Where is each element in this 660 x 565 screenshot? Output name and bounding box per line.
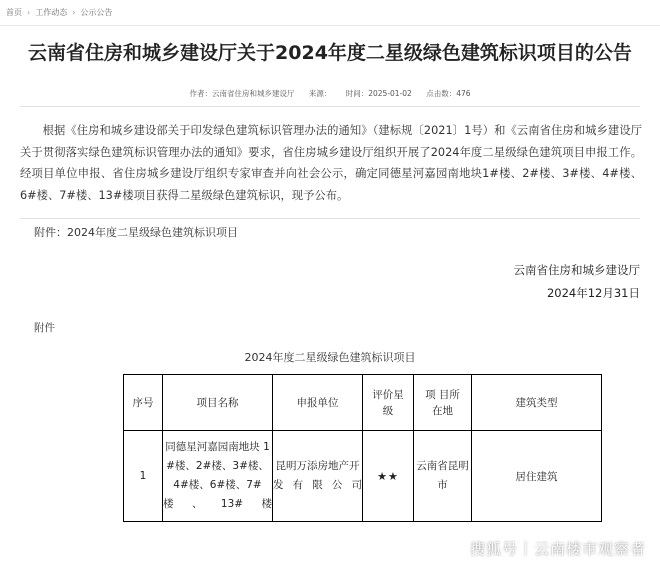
breadcrumb-home-link[interactable]: 首页: [6, 8, 22, 17]
cell-applicant: 昆明万添房地产开发有限公司: [273, 431, 363, 522]
header-star-rating: 评价星级: [363, 375, 414, 431]
annex-label: 附件: [34, 322, 55, 334]
meta-source: 来源：: [308, 89, 332, 98]
annex-table-title: 2024年度二星级绿色建筑标识项目: [244, 351, 416, 364]
article-body: 根据《住房和城乡建设部关于印发绿色建筑标识管理办法的通知》（建标规〔2021〕1号）和《云南省住房和城乡建设厅关于贯彻落实绿色建筑标识管理办法的通知》要求，省住房城乡建设厅组织开展了2024年度二星级绿色建筑项目申报工作。经项目单位申报、省住房城乡建设厅组织专家审查并向社会公示，确定同德星河嘉园南地块1#楼、2#楼、3#楼、4#楼、6#楼、7#楼、13#楼项目获得二星级绿色建筑标识，现予公布。: [20, 124, 642, 202]
meta-author: 作者：云南省住房和城乡建设厅: [189, 89, 295, 98]
meta-clicks: 点击数：476: [426, 89, 471, 98]
header-serial: 序号: [124, 375, 163, 431]
cell-serial: 1: [124, 431, 163, 522]
attachment-divider: [20, 218, 640, 219]
header-building-type: 建筑类型: [472, 375, 602, 431]
breadcrumb: [0, 0, 660, 26]
cell-star-rating: ★★: [363, 431, 414, 522]
cell-building-type: 居住建筑: [472, 431, 602, 522]
table-row: [124, 431, 602, 522]
watermark-text: 搜狐号｜云南楼市观察者: [469, 540, 646, 558]
projects-table: [123, 374, 602, 522]
breadcrumb-work-news-link[interactable]: 工作动态: [35, 8, 68, 17]
breadcrumb-separator: ›: [27, 8, 31, 17]
page-title: 云南省住房和城乡建设厅关于2024年度二星级绿色建筑标识项目的公告: [28, 42, 632, 64]
breadcrumb-announcements-link[interactable]: 公示公告: [80, 8, 113, 17]
breadcrumb-separator: ›: [72, 8, 76, 17]
cell-location: 云南省昆明市: [414, 431, 472, 522]
table-header-row: [124, 375, 602, 431]
signature-date: 2024年12月31日: [546, 286, 640, 300]
meta-time: 时间：2025-01-02: [345, 89, 412, 98]
header-applicant: 申报单位: [273, 375, 363, 431]
attachment-label: 附件：: [34, 226, 67, 239]
attachment-row: [34, 224, 238, 240]
article-meta: [0, 88, 660, 99]
header-project-name: 项目名称: [163, 375, 273, 431]
cell-project-name: 同德星河嘉园南地块 1#楼、2#楼、3#楼、4#楼、6#楼、7#楼、13#楼: [163, 431, 273, 522]
attachment-link[interactable]: 2024年度二星级绿色建筑标识项目: [67, 226, 238, 239]
meta-divider: [20, 106, 640, 107]
header-location: 项 目所在地: [414, 375, 472, 431]
signature-organization: 云南省住房和城乡建设厅: [513, 263, 640, 277]
